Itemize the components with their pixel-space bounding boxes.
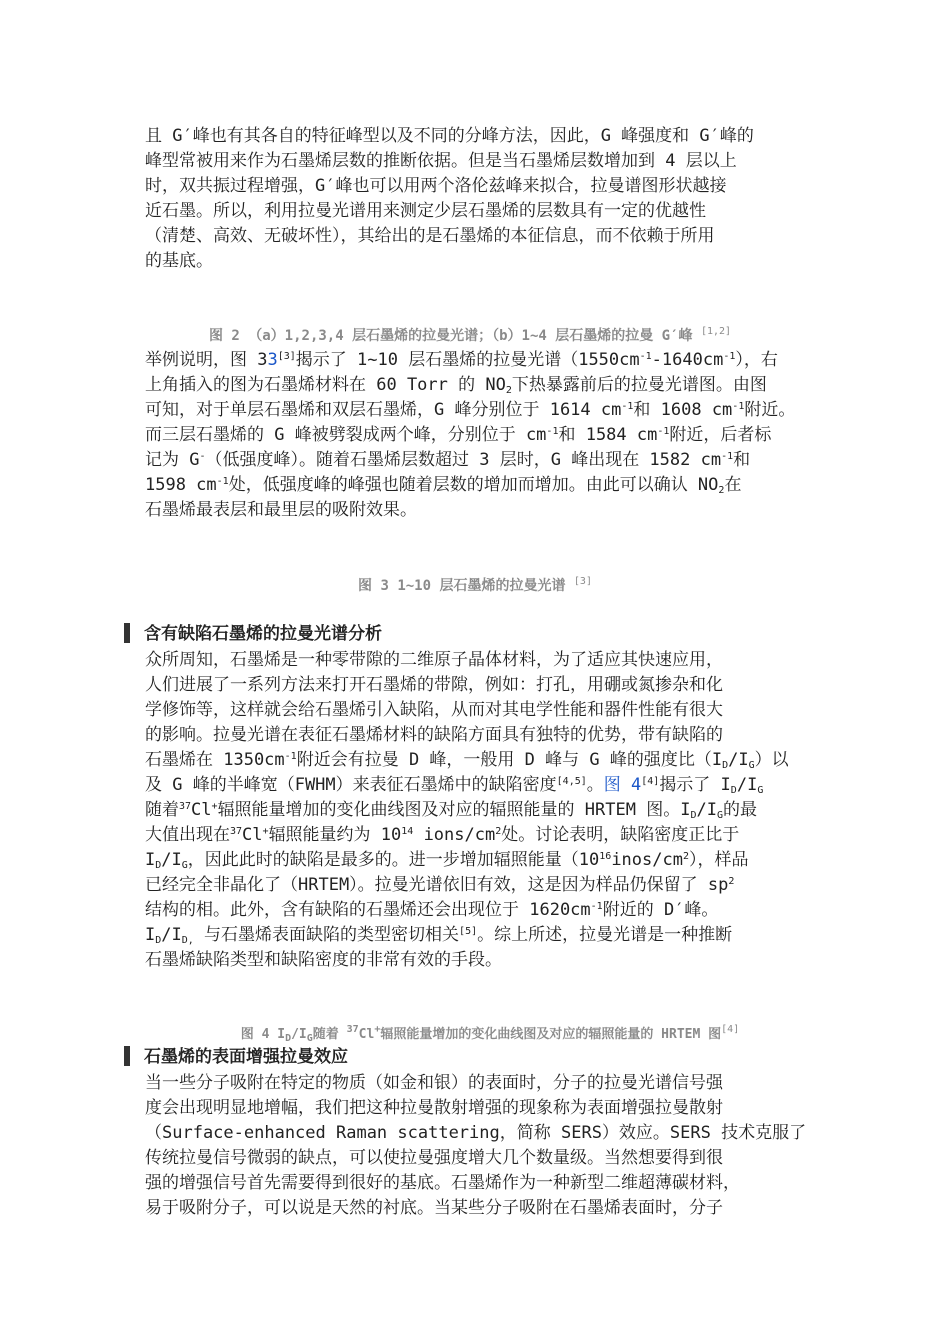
text-line: 时，双共振过程增强，G′峰也可以用两个洛伦兹峰来拟合，拉曼谱图形状越接 (145, 176, 727, 196)
figure-4-citation: [4] (721, 1024, 740, 1035)
superscript: 16 (599, 851, 612, 862)
text-run: inos/cm (611, 850, 683, 870)
text-run: /I (161, 925, 182, 945)
text-line: 传统拉曼信号微弱的缺点，可以使拉曼强度增大几个数量级。当然想要得到很 (145, 1148, 723, 1168)
subscript: G (181, 860, 188, 871)
text-run: ，因此此时的缺陷是最多的。进一步增加辐照能量（10 (187, 850, 600, 870)
text-run: ions/cm (413, 825, 496, 845)
text-run: /I (728, 750, 749, 770)
superscript: 2 (495, 826, 502, 837)
superscript: 37 (346, 1024, 359, 1035)
superscript: 2 (682, 851, 689, 862)
citation: [5] (459, 926, 478, 937)
text-run: Cl (358, 1027, 375, 1042)
section-heading-sers (124, 1046, 348, 1068)
text-run: 揭示了 1~10 层石墨烯的拉曼光谱（1550cm (295, 350, 640, 370)
subscript: D, (181, 935, 194, 946)
text-line (145, 823, 835, 848)
subscript: D (285, 1033, 292, 1044)
text-run: 可知，对于单层石墨烯和双层石墨烯，G 峰分别位于 1614 cm (145, 400, 622, 420)
figure-2-caption (0, 325, 945, 345)
text-line (145, 398, 835, 423)
paragraph-sers (145, 1071, 835, 1221)
subscript: D (155, 860, 162, 871)
text-line: 的影响。拉曼光谱在表征石墨烯材料的缺陷方面具有独特的优势，带有缺陷的 (145, 725, 723, 745)
subscript: G (716, 810, 723, 821)
text-run: 附近会有拉曼 D 峰，一般用 D 峰与 G 峰的强度比（I (296, 750, 723, 770)
text-run: 随着 (145, 800, 179, 820)
text-line (145, 373, 835, 398)
text-run: 大值出现在 (145, 825, 230, 845)
subscript: G (757, 785, 764, 796)
text-run: 上角插入的图为石墨烯材料在 60 Torr 的 NO (145, 375, 506, 395)
text-run: 辐照能量增加的变化曲线图及对应的辐照能量的 HRTEM 图。I (217, 800, 691, 820)
text-run: 图 4 I (240, 1027, 286, 1042)
text-line (145, 748, 835, 773)
text-run: 处，低强度峰的峰强也随着层数的增加而增加。由此可以确认 NO (228, 475, 719, 495)
section-heading-defects (124, 623, 382, 645)
paragraph-layer-count (145, 124, 835, 274)
text-run: 处。讨论表明，缺陷密度正比于 (501, 825, 740, 845)
superscript: -1 (723, 351, 736, 362)
text-line: 易于吸附分子，可以说是天然的衬底。当某些分子吸附在石墨烯表面时，分子 (145, 1198, 723, 1218)
text-run: 。综上所述，拉曼光谱是一种推断 (477, 925, 733, 945)
heading-text: 石墨烯的表面增强拉曼效应 (144, 1047, 348, 1067)
heading-marker (124, 623, 130, 643)
text-line: 度会出现明显地增幅，我们把这种拉曼散射增强的现象称为表面增强拉曼散射 (145, 1098, 723, 1118)
figure-3-caption (0, 575, 950, 595)
text-run: 下热暴露前后的拉曼光谱图。由图 (511, 375, 767, 395)
superscript: -1 (590, 901, 603, 912)
text-run: 揭示了 I (659, 775, 731, 795)
subscript: G (748, 760, 755, 771)
text-line: 人们进展了一系列方法来打开石墨烯的带隙，例如：打孔，用硼或氮掺杂和化 (145, 675, 723, 695)
text-run: ），样品 (689, 850, 749, 870)
text-run: 和 (733, 450, 751, 470)
text-run: 附近。 (744, 400, 796, 420)
superscript: + (374, 1024, 381, 1035)
figure-2-citation: [1,2] (700, 326, 732, 337)
text-run: 记为 G (145, 450, 200, 470)
superscript: + (211, 801, 218, 812)
text-line (145, 848, 835, 873)
superscript: 14 (401, 826, 414, 837)
text-line: 石墨烯缺陷类型和缺陷密度的非常有效的手段。 (145, 950, 502, 970)
text-line (145, 448, 835, 473)
text-run: -1640cm (651, 350, 724, 370)
text-line: 强的增强信号首先需要得到很好的基底。石墨烯作为一种新型二维超薄碳材料， (145, 1173, 740, 1193)
text-run: 随着 (312, 1027, 347, 1042)
text-line (145, 873, 835, 898)
text-line (145, 423, 835, 448)
text-line: （Surface-enhanced Raman scattering，简称 SERS）效应。SERS 技术克服了 (145, 1123, 807, 1143)
text-run: 结构的相。此外，含有缺陷的石墨烯还会出现位于 1620cm (145, 900, 591, 920)
paragraph-no2-example (145, 348, 835, 523)
text-run: 与石墨烯表面缺陷的类型密切相关 (193, 925, 460, 945)
text-run: 。 (586, 775, 604, 795)
heading-text: 含有缺陷石墨烯的拉曼光谱分析 (144, 624, 382, 644)
text-run: 辐照能量约为 10 (268, 825, 402, 845)
paragraph-defects (145, 648, 835, 973)
text-run: 和 1608 cm (633, 400, 733, 420)
text-run: Cl (242, 825, 263, 845)
figure-2-caption-text: 图 2 （a）1,2,3,4 层石墨烯的拉曼光谱；（b）1~4 层石墨烯的拉曼 G′峰 (208, 328, 693, 344)
figure-3-citation: [3] (573, 576, 592, 587)
text-run: ）以 (754, 750, 789, 770)
text-run: 而三层石墨烯的 G 峰被劈裂成两个峰，分别位于 cm (145, 425, 547, 445)
figure-4-caption (15, 1023, 950, 1042)
text-line (145, 773, 835, 798)
subscript: D (690, 810, 697, 821)
superscript: -1 (284, 751, 297, 762)
text-run: 举例说明，图 3 (145, 350, 268, 370)
text-run: /I (696, 800, 717, 820)
superscript: -1 (216, 476, 229, 487)
text-line (145, 923, 835, 948)
text-run: 在 (724, 475, 742, 495)
superscript: -1 (657, 426, 670, 437)
text-line: 峰型常被用来作为石墨烯层数的推断依据。但是当石墨烯层数增加到 4 层以上 (145, 151, 737, 171)
text-line: 石墨烯最表层和最里层的吸附效果。 (145, 500, 417, 520)
text-run: 附近的 D′峰。 (602, 900, 719, 920)
text-run: 及 G 峰的半峰宽（FWHM）来表征石墨烯中的缺陷密度 (145, 775, 557, 795)
subscript: D (722, 760, 729, 771)
subscript: D (730, 785, 737, 796)
superscript: + (262, 826, 269, 837)
text-line (145, 798, 835, 823)
text-run: 的最 (723, 800, 757, 820)
subscript: D (155, 935, 162, 946)
text-run: /I (291, 1027, 307, 1042)
text-line: 近石墨。所以，利用拉曼光谱用来测定少层石墨烯的层数具有一定的优越性 (145, 201, 706, 221)
superscript: - (199, 451, 206, 462)
citation: [3] (277, 351, 296, 362)
superscript: -1 (546, 426, 559, 437)
heading-marker (124, 1046, 130, 1066)
superscript: 37 (179, 801, 192, 812)
text-line: 当一些分子吸附在特定的物质（如金和银）的表面时，分子的拉曼光谱信号强 (145, 1073, 723, 1093)
superscript: -1 (721, 451, 734, 462)
text-line (145, 348, 835, 373)
text-run: /I (161, 850, 182, 870)
text-run: Cl (191, 800, 212, 820)
text-run: 附近，后者标 (669, 425, 772, 445)
subscript: G (306, 1033, 313, 1044)
citation: [4,5] (556, 776, 587, 787)
superscript: 2 (728, 876, 735, 887)
text-line: 学修饰等，这样就会给石墨烯引入缺陷，从而对其电学性能和器件性能有很大 (145, 700, 723, 720)
superscript: -1 (639, 351, 652, 362)
text-run: 已经完全非晶化了（HRTEM）。拉曼光谱依旧有效，这是因为样品仍保留了 sp (145, 875, 729, 895)
text-run: 辐照能量增加的变化曲线图及对应的辐照能量的 HRTEM 图 (380, 1027, 722, 1042)
subscript: 2 (505, 385, 512, 396)
text-run: 和 1584 cm (558, 425, 658, 445)
text-line (145, 898, 835, 923)
figure-3-link[interactable]: 3 (267, 350, 278, 370)
superscript: 37 (230, 826, 243, 837)
text-run: I (145, 925, 156, 945)
figure-3-caption-text: 图 3 1~10 层石墨烯的拉曼光谱 (358, 578, 566, 594)
text-line: 且 G′峰也有其各自的特征峰型以及不同的分峰方法，因此，G 峰强度和 G′峰的 (145, 126, 754, 146)
text-line: 的基底。 (145, 251, 213, 271)
text-run: I (145, 850, 156, 870)
superscript: -1 (621, 401, 634, 412)
subscript: 2 (718, 485, 725, 496)
citation: [4] (641, 776, 660, 787)
superscript: -1 (732, 401, 745, 412)
text-line (145, 473, 835, 498)
text-run: 1598 cm (145, 475, 217, 495)
text-run: （低强度峰）。随着石墨烯层数超过 3 层时，G 峰出现在 1582 cm (205, 450, 722, 470)
text-run: ），右 (735, 350, 778, 370)
figure-4-link[interactable]: 图 4 (603, 775, 642, 795)
text-line: （清楚、高效、无破坏性），其给出的是石墨烯的本征信息，而不依赖于所用 (145, 226, 715, 246)
text-run: 石墨烯在 1350cm (145, 750, 285, 770)
text-line: 众所周知，石墨烯是一种零带隙的二维原子晶体材料，为了适应其快速应用， (145, 650, 723, 670)
text-run: /I (736, 775, 758, 795)
